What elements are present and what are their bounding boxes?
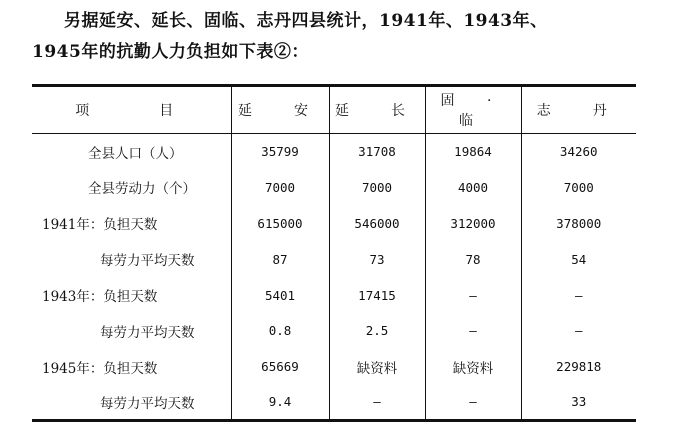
table-cell: 9.4 (231, 385, 329, 421)
header-yanan: 延 安 (231, 86, 329, 134)
table-cell: 0.8 (231, 313, 329, 349)
table-cell: 7000 (231, 169, 329, 205)
table-cell: — (425, 277, 521, 313)
table-cell: — (521, 277, 636, 313)
table-cell: 33 (521, 385, 636, 421)
header-yanchang: 延 长 (329, 86, 425, 134)
table-cell: 54 (521, 241, 636, 277)
row-label: 全县劳动力（个） (88, 181, 196, 198)
table-cell: — (425, 385, 521, 421)
table-cell: 5401 (231, 277, 329, 313)
table-cell: 2.5 (329, 313, 425, 349)
table-cell: 19864 (425, 134, 521, 170)
table-cell: 229818 (521, 349, 636, 385)
table-row (32, 205, 636, 241)
table-cell: 缺资料 (329, 349, 425, 385)
table-header (32, 86, 636, 134)
table-cell: 546000 (329, 205, 425, 241)
table-cell: 312000 (425, 205, 521, 241)
row-label: 1945年：负担天数 (42, 360, 158, 377)
intro-paragraph (32, 6, 652, 68)
header-item: 项 目 (32, 86, 231, 134)
intro-line-1: 另据延安、延长、固临、志丹四县统计，1941年、1943年、 (64, 11, 548, 31)
table-row (32, 385, 636, 421)
table-cell: 615000 (231, 205, 329, 241)
table-row (32, 134, 636, 170)
row-label: 每劳力平均天数 (100, 324, 195, 341)
header-gulin: 固 · 临 (425, 86, 521, 134)
row-label: 1941年：负担天数 (42, 217, 158, 234)
table-cell: 378000 (521, 205, 636, 241)
table-cell: 65669 (231, 349, 329, 385)
table-cell: 7000 (329, 169, 425, 205)
table-row (32, 277, 636, 313)
row-label: 1943年：负担天数 (42, 289, 158, 305)
table-cell: — (329, 385, 425, 421)
table-row (32, 241, 636, 277)
table-cell: 缺资料 (425, 349, 521, 385)
table-cell: 73 (329, 241, 425, 277)
table-cell: 34260 (521, 134, 636, 170)
table-cell: — (425, 313, 521, 349)
table-cell: 78 (425, 241, 521, 277)
row-label: 全县人口（人） (88, 145, 183, 162)
table-cell: 4000 (425, 169, 521, 205)
table-cell: 17415 (329, 277, 425, 313)
row-label: 每劳力平均天数 (100, 395, 195, 412)
table-cell: — (521, 313, 636, 349)
table-cell: 87 (231, 241, 329, 277)
table-row (32, 349, 636, 385)
table-cell: 35799 (231, 134, 329, 170)
table-body (32, 134, 636, 421)
table-row (32, 169, 636, 205)
header-zhidan: 志 丹 (521, 86, 636, 134)
table-cell: 31708 (329, 134, 425, 170)
table-row (32, 313, 636, 349)
row-label: 每劳力平均天数 (100, 253, 195, 270)
table-cell: 7000 (521, 169, 636, 205)
header-row (32, 86, 636, 134)
intro-line-2: 1945年的抗勤人力负担如下表②： (32, 42, 309, 62)
labor-burden-table (32, 84, 636, 422)
